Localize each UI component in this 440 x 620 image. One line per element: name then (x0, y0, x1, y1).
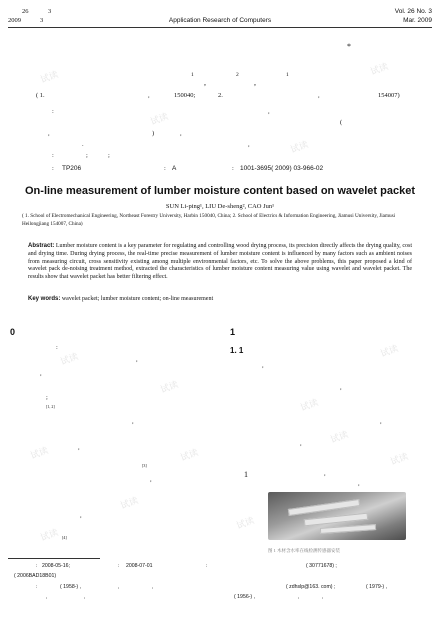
cn-aff-postal2: 154007) (378, 92, 400, 99)
citation-1-2: [1, 2] (46, 404, 55, 409)
cn-abstract-comma: , (268, 108, 270, 115)
cn-author-sup3: 1 (286, 72, 289, 78)
cn-author-sup1: 1 (191, 72, 194, 78)
body-right-comma3: , (380, 418, 382, 425)
watermark: 试读 (119, 496, 140, 512)
cn-abstract-comma3: , (180, 130, 182, 137)
body-left-comma6: , (80, 512, 82, 519)
cn-aff-postal1: 150040; (174, 92, 196, 99)
sensor-installation-photo (268, 492, 406, 540)
footnote-revised-colon: : (118, 563, 120, 569)
footnote-bio-2: ( 1979-) , (366, 584, 388, 590)
abstract-label: Abstract: (28, 243, 55, 249)
cn-article-number: 1001-3695( 2009) 03-966-02 (240, 165, 324, 172)
body-right-comma4: , (300, 440, 302, 447)
cn-doc-colon: : (164, 165, 166, 172)
watermark: 试读 (59, 352, 80, 368)
footnote-fund-number: ( 30771678) ; (306, 563, 337, 569)
body-right-comma: , (262, 362, 264, 369)
footnote-bio-comma6: , (322, 594, 324, 600)
citation-3: [3] (142, 463, 147, 468)
body-right-comma6: , (358, 480, 360, 487)
sensor-probe-3 (320, 524, 376, 534)
header-rule (8, 27, 432, 28)
cn-clc-colon: : (52, 165, 54, 172)
footnote-bio-comma: , (118, 584, 120, 590)
watermark: 试读 (159, 380, 180, 396)
cn-title-star: * (347, 42, 351, 51)
body-right-comma2: , (340, 384, 342, 391)
header-month-cn: 3 (40, 17, 44, 24)
watermark: 试读 (179, 448, 200, 464)
cn-author-comma2: , (254, 78, 256, 87)
body-left-comma: , (136, 356, 138, 363)
header-journal-name: Application Research of Computers (168, 17, 272, 24)
citation-4: [4] (62, 535, 67, 540)
body-left-comma3: , (132, 418, 134, 425)
body-right-comma5: , (324, 470, 326, 477)
cn-keywords-semi2: ; (108, 152, 110, 159)
cn-abstract-period: . (82, 141, 84, 148)
cn-aff-comma: , (148, 92, 150, 99)
sensor-probe-1 (288, 499, 360, 516)
keywords-label: Key words: (28, 296, 61, 302)
english-abstract (28, 243, 412, 282)
header-volume-cn: 26 (22, 8, 29, 15)
body-left-semicolon: ; (46, 394, 48, 401)
footnote-fund-colon: : (206, 563, 208, 569)
cn-abstract-paren-close: ) (152, 130, 155, 137)
body-left-comma5: , (150, 476, 152, 483)
cn-abstract-comma4: , (248, 141, 250, 148)
english-authors: SUN Li-ping¹, LIU De-sheng², CAO Jun¹ (165, 203, 275, 210)
body-left-comma2: , (40, 370, 42, 377)
cn-clc-number: TP206 (62, 165, 82, 172)
footnote-fund-number2: ( 2006BAD18B01) (14, 573, 57, 579)
cn-aff-comma2: , (318, 92, 320, 99)
watermark: 试读 (39, 528, 60, 544)
cn-abstract-comma2: , (48, 130, 50, 137)
english-keywords (28, 296, 213, 302)
english-title: On-line measurement of lumber moisture content based on wavelet packet (25, 185, 415, 197)
header-volume-en: Vol. 26 No. 3 (394, 8, 432, 15)
cn-article-colon: : (232, 165, 234, 172)
footnote-revised-date: 2008-07-01 (126, 563, 153, 569)
body-left-comma4: , (78, 444, 80, 451)
cn-author-comma: , (204, 78, 206, 87)
footnote-bio-1: ( 1958-) , (60, 584, 82, 590)
watermark: 试读 (39, 70, 60, 86)
footnote-rule (8, 558, 100, 559)
footnote-bio-comma2: , (152, 584, 154, 590)
body-right-figure-ref: 1 (244, 470, 248, 479)
watermark: 试读 (149, 112, 170, 128)
cn-abstract-colon: : (52, 108, 54, 115)
footnote-bio-comma3: , (46, 594, 48, 600)
section-1-1-number: 1. 1 (230, 346, 244, 355)
footnote-bio-comma4: , (84, 594, 86, 600)
section-0-number: 0 (10, 327, 16, 337)
cn-aff-open: ( 1. (36, 92, 45, 99)
cn-keywords-colon: : (52, 152, 54, 159)
section-1-number: 1 (230, 327, 236, 337)
watermark: 试读 (289, 140, 310, 156)
header-year-cn: 2009 (8, 17, 21, 24)
footnote-bio-colon: : (36, 584, 38, 590)
header-date-en: Mar. 2009 (403, 17, 432, 24)
cn-abstract-paren-open: ( (340, 119, 343, 126)
cn-doc-code: A (172, 165, 177, 172)
header-issue-cn: 3 (48, 8, 52, 15)
watermark: 试读 (379, 344, 400, 360)
keywords-text: wavelet packet; lumber moisture content; on-line measurement (61, 296, 214, 302)
cn-keywords-semi1: ; (86, 152, 88, 159)
footnote-bio-email: ( zdhslp@163. com) ; (286, 584, 336, 590)
watermark: 试读 (235, 516, 256, 532)
watermark: 试读 (369, 62, 390, 78)
footnote-received-date: 2008-05-16; (42, 563, 70, 569)
figure-1-caption: 图 1 木材含水率在线检测传感器安装 (268, 548, 340, 553)
watermark: 试读 (329, 430, 350, 446)
watermark: 试读 (389, 452, 410, 468)
body-left-colon: : (56, 344, 58, 351)
watermark: 试读 (29, 446, 50, 462)
footnote-bio-comma5: , (298, 594, 300, 600)
watermark: 试读 (299, 398, 320, 414)
footnote-received-colon: : (36, 563, 38, 569)
english-affiliation: ( 1. School of Electromechanical Engineering, Northeast Forestry University, Harbin 150040, China; 2. School of Electrics & Information Engineering, Jiamusi University, Jiamusi Heilongjiang 154007, China) (22, 213, 396, 227)
abstract-text: Lumber moisture content is a key parameter for regulating and controlling wood drying process, its precision directly affects the drying quality, cost and drying time. During drying process, the real-time precise measurement of lumber moisture content is influenced by many factors such as ambient noises from measuring circuit, cross sensitivity existing among multiple environmental factors, etc. To solve the above problems, this paper proposed a kind of wavelet pack de-noising treatment method, extracted the characteristics of lumber moisture content measuring value using wavelet and wavelet packet. The results show that wavelet packet has better filtering effect. (28, 243, 412, 281)
cn-aff-two: 2. (218, 92, 223, 99)
cn-author-sup2: 2 (236, 72, 239, 78)
footnote-bio-3: ( 1956-) , (234, 594, 256, 600)
